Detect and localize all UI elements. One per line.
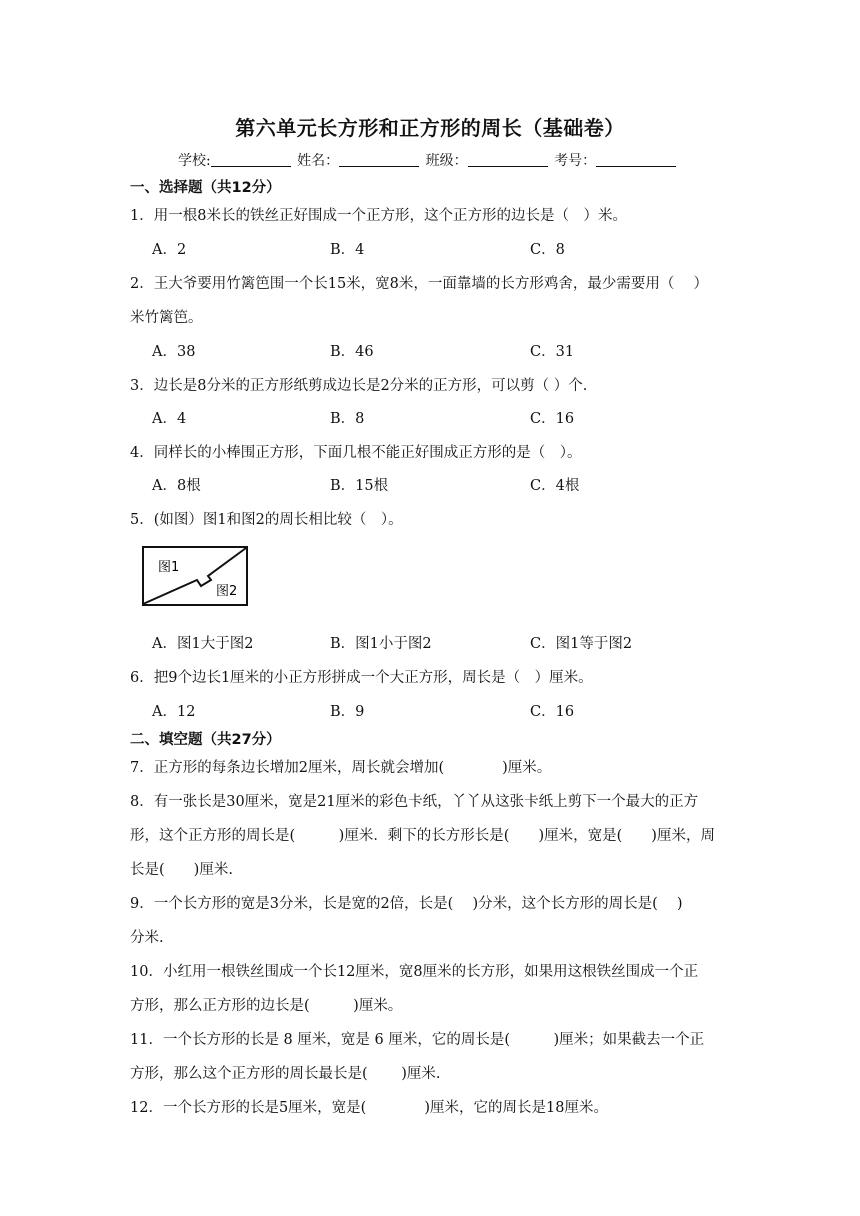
question-4: 4．同样长的小棒围正方形，下面几根不能正好围成正方形的是（ ）。 — [130, 445, 582, 461]
question-9-line-1: 9．一个长方形的宽是3分米，长是宽的2倍，长是( )分米，这个长方形的周长是( ) — [130, 896, 683, 912]
question-10-line-2: 方形，那么正方形的边长是( )厘米。 — [130, 998, 403, 1014]
q4-option-a: A．8根 — [152, 478, 201, 494]
question-6: 6．把9个边长1厘米的小正方形拼成一个大正方形，周长是（ ）厘米。 — [130, 670, 593, 686]
q6-option-c: C．16 — [530, 704, 575, 720]
section-fill-heading: 二、填空题（共27分） — [130, 732, 281, 748]
school-blank — [211, 152, 291, 167]
q2-option-a: A．38 — [152, 344, 196, 360]
question-8-line-3: 长是( )厘米. — [130, 862, 233, 878]
question-8-line-1: 8．有一张长是30厘米，宽是21厘米的彩色卡纸，丫丫从这张卡纸上剪下一个最大的正方 — [130, 794, 699, 810]
class-blank — [468, 152, 548, 167]
fig1-label: 图1 — [158, 560, 180, 575]
q3-option-b: B．8 — [330, 411, 365, 427]
question-2-line-2: 米竹篱笆。 — [130, 310, 203, 326]
q3-option-c: C．16 — [530, 411, 575, 427]
school-label: 学校: — [178, 153, 211, 169]
question-5: 5．(如图）图1和图2的周长相比较（ ）。 — [130, 512, 403, 528]
q6-option-a: A．12 — [152, 704, 196, 720]
question-12: 12．一个长方形的长是5厘米，宽是( )厘米，它的周长是18厘米。 — [130, 1100, 608, 1116]
q4-option-c: C．4根 — [530, 478, 580, 494]
question-10-line-1: 10．小红用一根铁丝围成一个长12厘米，宽8厘米的长方形，如果用这根铁丝围成一个正 — [130, 964, 699, 980]
split-rectangle-diagram — [142, 546, 248, 606]
question-9-line-2: 分米. — [130, 930, 164, 946]
section-choice-heading: 一、选择题（共12分） — [130, 180, 281, 196]
question-3: 3．边长是8分米的正方形纸剪成边长是2分米的正方形，可以剪（ ）个. — [130, 378, 588, 394]
exam-no-blank — [596, 152, 676, 167]
page-title: 第六单元长方形和正方形的周长（基础卷） — [235, 116, 625, 140]
q3-option-a: A．4 — [152, 411, 187, 427]
q1-option-b: B．4 — [330, 242, 365, 258]
q1-option-c: C．8 — [530, 242, 565, 258]
question-1: 1．用一根8米长的铁丝正好围成一个正方形，这个正方形的边长是（ ）米。 — [130, 208, 627, 224]
question-11-line-1: 11．一个长方形的长是 8 厘米，宽是 6 厘米，它的周长是( )厘米；如果截去一个正 — [130, 1032, 705, 1048]
q1-option-a: A．2 — [152, 242, 187, 258]
student-info-row — [178, 150, 678, 170]
q4-option-b: B．15根 — [330, 478, 389, 494]
question-2-line-1: 2．王大爷要用竹篱笆围一个长15米，宽8米，一面靠墙的长方形鸡舍，最少需要用（ ） — [130, 276, 709, 292]
question-8-line-2: 形，这个正方形的周长是( )厘米．剩下的长方形长是( )厘米，宽是( )厘米，周 — [130, 828, 715, 844]
q6-option-b: B．9 — [330, 704, 365, 720]
q2-option-b: B．46 — [330, 344, 374, 360]
name-blank — [339, 152, 419, 167]
question-11-line-2: 方形，那么这个正方形的周长最长是( )厘米. — [130, 1066, 441, 1082]
exam-no-label: 考号： — [554, 153, 597, 169]
q2-option-c: C．31 — [530, 344, 575, 360]
question-7: 7．正方形的每条边长增加2厘米，周长就会增加( )厘米。 — [130, 760, 552, 776]
class-label: 班级： — [425, 153, 468, 169]
q5-option-b: B．图1小于图2 — [330, 636, 432, 652]
q5-option-a: A．图1大于图2 — [152, 636, 254, 652]
name-label: 姓名： — [297, 153, 340, 169]
fig2-label: 图2 — [216, 584, 238, 599]
q5-option-c: C．图1等于图2 — [530, 636, 633, 652]
perimeter-figure — [142, 546, 248, 610]
